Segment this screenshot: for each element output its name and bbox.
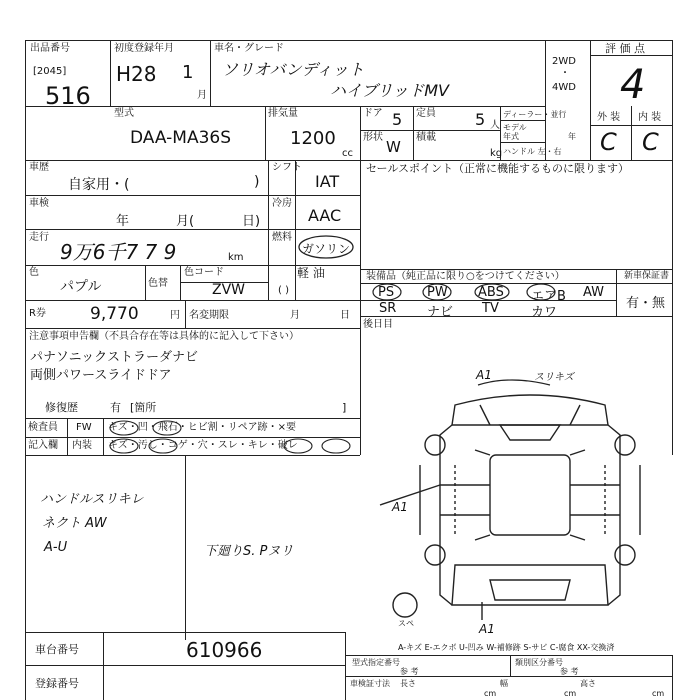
history-label: 車歴 — [29, 162, 49, 173]
car-name: ソリオバンディット — [222, 60, 365, 79]
damage-a1-top: A1 — [476, 368, 492, 382]
memo-steering: ハンドルスリキレ — [40, 492, 144, 507]
load-label: 積載 — [416, 132, 436, 143]
car-grade: ハイブリッドMV — [330, 81, 449, 100]
recycle-label: R券 — [29, 308, 46, 319]
inspector-label-2: 記入欄 — [28, 440, 58, 451]
mileage-value: 9万6千7 7 9 — [60, 240, 177, 264]
equip-ps: PS — [378, 285, 395, 300]
registration-month: 1 — [182, 62, 194, 83]
lot-prefix: [2045] — [33, 66, 67, 77]
equip-leather: カワ — [531, 305, 558, 320]
inspection-year: 年 — [116, 214, 130, 229]
displacement-unit: cc — [342, 148, 353, 159]
shape-value: W — [386, 138, 401, 156]
memo-underbody: 下廻りS. Pヌリ — [204, 544, 294, 559]
mileage-label: 走行 — [29, 232, 49, 243]
name-change-label: 名変期限 — [189, 310, 229, 321]
displacement-value: 1200 — [290, 128, 336, 149]
color-change-label: 色替 — [148, 278, 168, 289]
after-label: 後日目 — [363, 319, 393, 330]
capacity-label: 定員 — [416, 108, 436, 119]
model-code: DAA-MA36S — [130, 128, 232, 148]
category-label-2: 参 考 — [560, 667, 579, 676]
fuel-paren: ( ) — [278, 285, 289, 296]
mileage-unit: km — [228, 252, 244, 263]
car-name-label: 車名・グレード — [214, 43, 284, 54]
inspection-month: 月( — [176, 214, 195, 229]
inspection-day: 日) — [242, 214, 261, 229]
handle-label: ハンドル 左・右 — [503, 147, 562, 156]
model-year-label1: モデル — [503, 123, 527, 132]
notes-label: 注意事項申告欄（不具合存在等は具体的に記入して下さい） — [29, 331, 299, 342]
doors-label: ドア — [363, 108, 383, 119]
equip-airbag: エアB — [531, 289, 566, 304]
width-label: 幅 — [500, 679, 508, 688]
damage-a1-bottom: A1 — [479, 622, 495, 636]
chassis-label: 車台番号 — [35, 643, 79, 656]
interior-check-label: 内装 — [72, 440, 92, 451]
interior-label: 内 装 — [638, 112, 662, 123]
drive-2wd: 2WD — [552, 56, 576, 67]
fuel-gas-circle — [296, 234, 356, 260]
model-year-unit: 年 — [568, 132, 576, 141]
damage-legend: A-キズ E-エクボ U-凹み W-補修跡 S-サビ C-腐食 XX-交換済 — [398, 643, 615, 652]
equip-pw: PW — [427, 285, 448, 300]
capacity-value: 5 — [475, 110, 486, 129]
spare-note: スペ — [398, 619, 414, 628]
history-close: ) — [254, 174, 260, 190]
recycle-unit: 円 — [170, 310, 180, 321]
damage-a1-top-note: スリキズ — [534, 372, 574, 383]
equip-sr: SR — [379, 301, 397, 316]
repair-label: 修復歴 — [45, 401, 78, 414]
registration-year: H28 — [116, 62, 157, 86]
recycle-amount: 9,770 — [90, 304, 139, 324]
equip-aw: AW — [583, 285, 605, 300]
repair-close: ] — [342, 401, 347, 414]
memo-au: A-U — [44, 540, 68, 555]
fuel-label: 燃料 — [272, 232, 292, 243]
height-label: 高さ — [580, 679, 596, 688]
sales-point-label: セールスポイント（正常に機能するものに限ります） — [366, 162, 630, 175]
fuel-diesel: 軽 油 — [297, 266, 325, 280]
notes-line2: 両側パワースライドドア — [30, 368, 172, 383]
repair-value: 有 — [110, 401, 121, 414]
form-label-2: 参 考 — [400, 667, 419, 676]
color-code: ZVW — [212, 282, 246, 298]
inspector-label-1: 検査員 — [28, 422, 58, 433]
drive-4wd: 4WD — [552, 82, 576, 93]
dealer-label: ディーラー・並行 — [503, 110, 567, 119]
registration-month-unit: 月 — [197, 90, 207, 101]
form-label-1: 型式指定番号 — [352, 658, 400, 667]
equipment-circles — [360, 283, 560, 301]
exterior-score: C — [600, 128, 617, 156]
chassis-number: 610966 — [186, 638, 263, 662]
shift-value: IAT — [315, 172, 340, 191]
notes-line1: パナソニックストラーダナビ — [30, 350, 198, 365]
doors-value: 5 — [392, 110, 403, 129]
color-label: 色 — [29, 267, 39, 278]
model-label: 型式 — [114, 108, 134, 119]
interior-items: キズ・汚し・コゲ・穴・スレ・キレ・破レ — [108, 440, 298, 451]
shape-label: 形状 — [363, 132, 383, 143]
load-unit: kg — [490, 148, 503, 159]
interior-score: C — [642, 128, 659, 156]
inspector-marks — [100, 418, 360, 456]
model-year-label2: 年式 — [503, 132, 519, 141]
car-diagram — [380, 365, 680, 635]
capacity-unit: 人 — [490, 120, 500, 131]
damage-a1-left: A1 — [392, 500, 408, 514]
equip-abs: ABS — [478, 285, 504, 300]
color-value: パプル — [60, 279, 102, 295]
overall-score: 4 — [620, 62, 646, 108]
dims-label: 車検証寸法 — [350, 679, 390, 688]
drive-dot: ・ — [560, 68, 570, 79]
lot-label: 出品番号 — [30, 43, 70, 54]
warranty-label: 新車保証書 — [624, 271, 670, 281]
ac-label: 冷房 — [272, 198, 292, 209]
category-label-1: 類別区分番号 — [515, 658, 563, 667]
score-label: 評 価 点 — [605, 42, 645, 55]
fuel-gas: ガソリン — [302, 242, 351, 256]
fw-items: キズ・凹・飛石・ヒビ割・リペア跡・×要 — [108, 422, 296, 433]
displacement-label: 排気量 — [268, 108, 298, 119]
color-code-label: 色コード — [184, 267, 224, 278]
name-change-month: 月 — [290, 310, 300, 321]
exterior-label: 外 装 — [597, 112, 621, 123]
ac-value: AAC — [308, 206, 342, 225]
width-unit: cm — [564, 689, 577, 698]
shift-label: シフト — [272, 162, 302, 173]
repair-place: [箇所 — [130, 401, 157, 414]
name-change-day: 日 — [340, 310, 350, 321]
warranty-value: 有・無 — [626, 296, 666, 311]
registration-label: 初度登録年月 — [114, 43, 174, 54]
equip-tv: TV — [482, 301, 499, 316]
registration-number-label: 登録番号 — [35, 677, 79, 690]
length-label: 長さ — [400, 679, 416, 688]
length-unit: cm — [484, 689, 497, 698]
fw-label: FW — [76, 422, 92, 433]
memo-wheel: ネクト AW — [42, 516, 107, 531]
inspection-label: 車検 — [29, 198, 49, 209]
equip-navi: ナビ — [427, 305, 454, 320]
height-unit: cm — [652, 689, 665, 698]
history-value: 自家用・( — [68, 177, 130, 193]
equipment-label: 装備品（純正品に限り○をつけてください） — [366, 271, 565, 282]
lot-number: 516 — [45, 82, 91, 110]
